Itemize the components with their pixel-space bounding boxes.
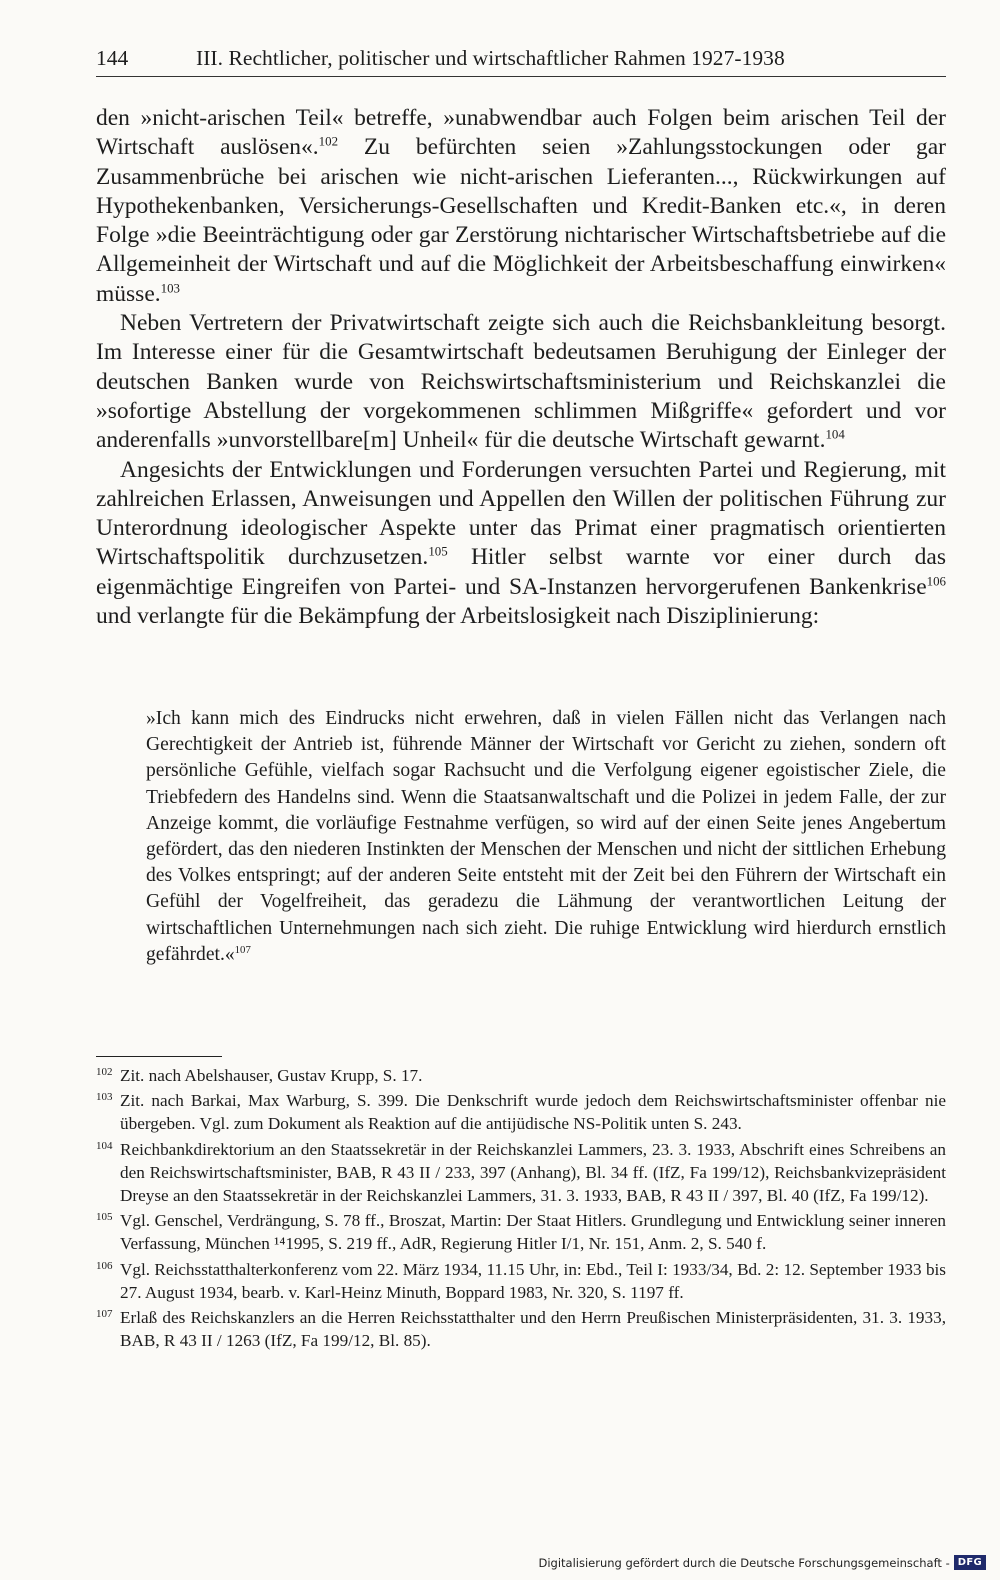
footnote	[96, 1306, 946, 1352]
quote-text: »Ich kann mich des Eindrucks nicht erwehren, daß in vielen Fällen nicht das Verlangen nach Gerechtigkeit der Antrieb ist, führende Männer der Wirtschaft vor Gericht zu ziehen, sondern oft persönliche Gefühle, vielfach sogar Rachsucht und die Verfolgung eigener egoistischer Ziele, die Triebfedern des Handelns sind. Wenn die Staatsanwaltschaft und die Polizei in jedem Falle, der zur Anzeige kommt, die vorläufige Festnahme verfügen, so wird auf der einen Seite jenes Angebertum gefördert, das den niederen Instinkten der Menschen der Menschen und nicht der sittlichen Erhebung des Volkes entspringt; auf der anderen Seite entsteht mit der Zeit bei den Führern der Wirtschaft ein Gefühl der Vogelfreiheit, das geradezu die Lähmung der verantwortlichen Leitung der wirtschaftlichen Unternehmungen nach sich zieht. Die ruhige Entwicklung wird hierdurch ernstlich gefährdet.«	[146, 708, 946, 965]
footnote-number: 102	[96, 1066, 113, 1078]
paragraph-text: Angesichts der Entwicklungen und Forderungen versuchten Partei und Regierung, mit zahlreichen Erlassen, Anweisungen und Appellen den Willen der politischen Führung zur Unterordnung ideologischer Aspekte unter das Primat einer pragmatisch orientierten Wirtschaftspolitik durchzusetzen.	[96, 456, 946, 571]
paragraph-text: Zu befürchten seien »Zahlungsstockungen oder gar Zusammenbrüche bei arischen wie nicht-arischen Lieferanten..., Rückwirkungen auf Hypothekenbanken, Versicherungs-Gesellschaften und Kredit-Banken etc.«, in deren Folge »die Beeinträchtigung oder gar Zerstörung nichtarischer Wirtschaftsbetriebe auf die Allgemeinheit der Wirtschaft und auf die Möglichkeit der Arbeitsbeschaffung einwirken« müsse.	[96, 134, 947, 307]
footnote-text: Vgl. Genschel, Verdrängung, S. 78 ff., Broszat, Martin: Der Staat Hitlers. Grundlegung und Entwicklung seiner inneren Verfassung, München ¹⁴1995, S. 219 ff., AdR, Regierung Hitler I/1, Nr. 151, Anm. 2, S. 540 f.	[120, 1211, 946, 1254]
footnote	[96, 1064, 946, 1087]
block-quote	[146, 706, 946, 968]
footnote-ref: 104	[825, 426, 845, 442]
footnote-text: Erlaß des Reichskanzlers an die Herren Reichsstatthalter und den Herrn Preußischen Ministerpräsidenten, 31. 3. 1933, BAB, R 43 II / 1263 (IfZ, Fa 199/12, Bl. 85).	[120, 1308, 946, 1351]
dfg-logo-icon: DFG	[954, 1555, 986, 1570]
footnote-text: Zit. nach Barkai, Max Warburg, S. 399. Die Denkschrift wurde jedoch dem Reichswirtschaftsminister offenbar nie übergeben. Vgl. zum Dokument als Reaktion auf die antijüdische NS-Politik unten S. 243.	[120, 1091, 946, 1134]
footnote	[96, 1258, 946, 1304]
paragraph-1	[96, 104, 946, 309]
footnote-text: Reichbankdirektorium an den Staatssekretär in der Reichskanzlei Lammers, 23. 3. 1933, Abschrift eines Schreibens an den Reichswirtschaftsminister, BAB, R 43 II / 233, 397 (Anhang), Bl. 34 ff. (IfZ, Fa 199/12), Reichsbankvizepräsident Dreyse an den Staatssekretär in der Reichskanzlei Lammers, 31. 3. 1933, BAB, R 43 II / 397, Bl. 40 (IfZ, Fa 199/12).	[120, 1139, 946, 1206]
digitization-credit	[538, 1555, 986, 1570]
footnote	[96, 1138, 946, 1208]
paragraph-2	[96, 309, 946, 455]
paragraph-text: den »nicht-arischen Teil« betreffe, »unabwendbar auch Folgen beim arischen Teil der Wirtschaft auslösen«.	[96, 105, 946, 161]
page-number: 144	[96, 46, 129, 70]
footnote-divider	[96, 1056, 222, 1057]
footnote	[96, 1089, 946, 1135]
main-text	[96, 104, 946, 631]
footnote-text: Zit. nach Abelshauser, Gustav Krupp, S. 17.	[120, 1066, 423, 1085]
footnote-ref: 106	[926, 573, 946, 589]
footnotes	[96, 1064, 946, 1354]
footnote-ref: 102	[318, 133, 339, 149]
footnote-ref: 103	[160, 280, 180, 296]
running-title: III. Rechtlicher, politischer und wirtschaftlicher Rahmen 1927-1938	[196, 46, 785, 70]
footnote-number: 104	[96, 1139, 113, 1152]
credit-text: Digitalisierung gefördert durch die Deutsche Forschungsgemeinschaft -	[538, 1555, 950, 1570]
footnote-number: 107	[96, 1308, 113, 1321]
footnote-ref: 107	[234, 943, 251, 956]
paragraph-text: Hitler selbst warnte vor einer durch das eigenmächtige Eingreifen von Partei- und SA-Instanzen hervorgerufenen Bankenkrise	[96, 544, 947, 600]
quote-paragraph	[146, 706, 946, 968]
paragraph-text: Neben Vertretern der Privatwirtschaft zeigte sich auch die Reichsbankleitung besorgt. Im Interesse einer für die Gesamtwirtschaft bedeutsamen Beruhigung der Einleger der deutschen Banken wurde von Reichswirtschaftsministerium und Reichskanzlei die »sofortige Abstellung der vorgekommenen schlimmen Mißgriffe« gefordert und vor anderenfalls »unvorstellbare[m] Unheil« für die deutsche Wirtschaft gewarnt.	[96, 310, 946, 454]
running-header	[96, 44, 946, 77]
footnote	[96, 1209, 946, 1255]
footnote-ref: 105	[428, 544, 448, 560]
paragraph-text: und verlangte für die Bekämpfung der Arbeitslosigkeit nach Disziplinierung:	[96, 603, 820, 630]
footnote-number: 105	[96, 1211, 113, 1224]
footnote-number: 103	[96, 1091, 113, 1104]
footnote-text: Vgl. Reichsstatthalterkonferenz vom 22. März 1934, 11.15 Uhr, in: Ebd., Teil I: 1933/34, Bd. 2: 12. September 1933 bis 27. August 1934, bearb. v. Karl-Heinz Minuth, Boppard 1983, Nr. 320, S. 1197 ff.	[120, 1259, 946, 1302]
paragraph-3	[96, 456, 946, 632]
footnote-number: 106	[96, 1259, 113, 1272]
